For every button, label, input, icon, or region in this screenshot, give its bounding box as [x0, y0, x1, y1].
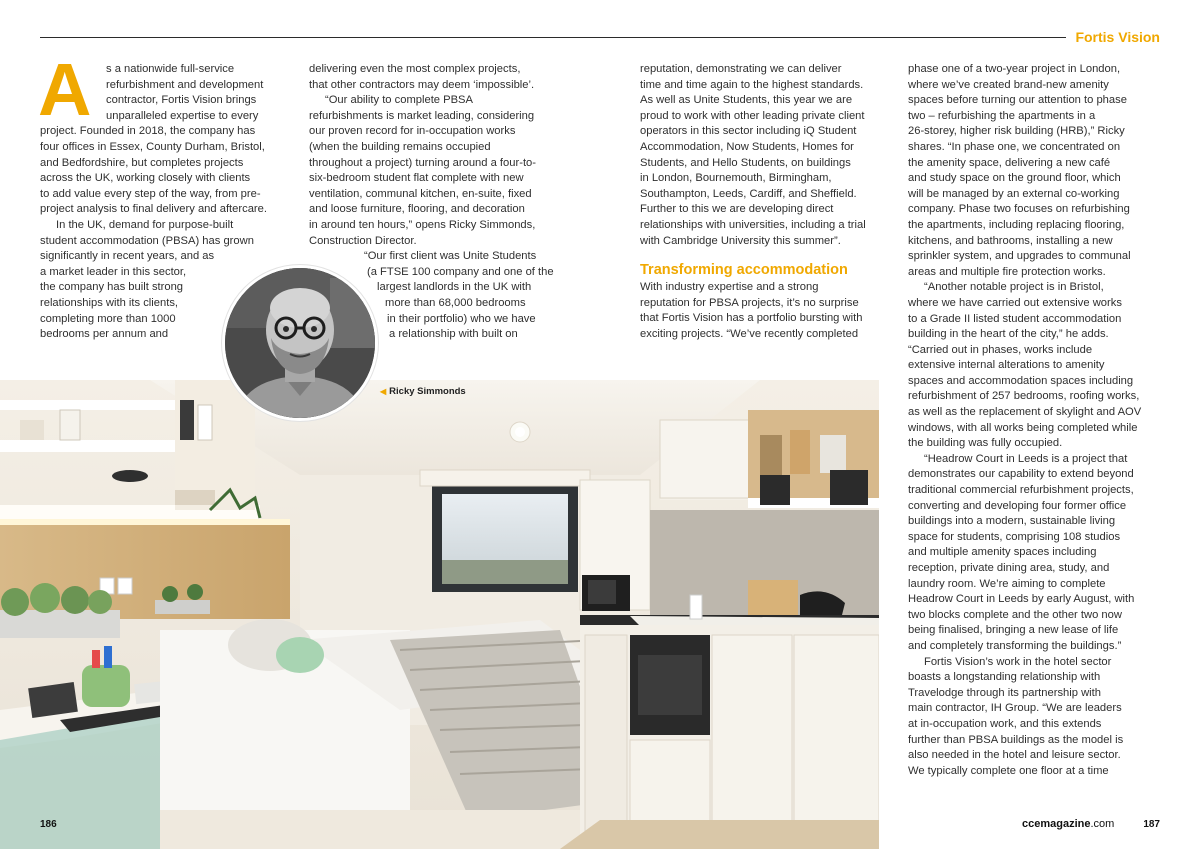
text-line: four offices in Essex, County Durham, Bristol, — [40, 140, 265, 153]
text-line: “Headrow Court in Leeds is a project that — [924, 452, 1128, 465]
text-line: as well as the replacement of skylight and AOV — [908, 406, 1142, 419]
portrait-caption — [380, 386, 466, 397]
text-line: in their portfolio) who we have — [387, 312, 536, 325]
text-line: more than 68,000 bedrooms — [385, 296, 526, 309]
text-line: Headrow Court in Leeds by early August, with — [908, 593, 1135, 606]
student-room-photo — [0, 380, 879, 849]
text-line: As well as Unite Students, this year we are — [640, 94, 853, 107]
col4-para2 — [908, 280, 1164, 452]
text-line: relationships with universities, including a trial — [640, 218, 866, 231]
text-line: with Cambridge University this summer”. — [640, 234, 841, 247]
text-line: project analysis to final delivery and aftercare. — [40, 203, 267, 216]
text-line: In the UK, demand for purpose-built — [56, 218, 234, 231]
text-line: relationships with its clients, — [40, 296, 179, 309]
text-line: reception, private dining area, study, and — [908, 562, 1110, 574]
text-line: “Our first client was Unite Students — [364, 250, 537, 263]
text-line: the building was fully occupied. — [908, 437, 1063, 450]
text-line: exciting projects. “We’ve recently completed — [640, 327, 859, 340]
text-line: contractor, Fortis Vision brings — [106, 94, 257, 107]
text-line: further than PBSA buildings as the model is — [908, 733, 1124, 746]
text-line: refurbishment of 257 bedrooms, roofing works, — [908, 390, 1140, 403]
text-line: phase one of a two-year project in London, — [908, 63, 1121, 75]
text-line: the amenity space, delivering a new café — [908, 156, 1111, 169]
text-line: “Our ability to complete PBSA — [325, 94, 473, 107]
drop-cap: A — [38, 48, 92, 131]
brand-name: Fortis Vision — [1075, 29, 1160, 45]
text-line: our proven record for in-occupation works — [309, 125, 516, 138]
text-line: Fortis Vision’s work in the hotel sector — [924, 655, 1112, 668]
col3-para1 — [640, 62, 892, 249]
text-line: s a nationwide full-service — [106, 63, 235, 75]
text-line: kitchens, and bathrooms, installing a new — [908, 234, 1113, 247]
text-line: building in the heart of the city,” he adds. — [908, 328, 1109, 341]
text-line: that Fortis Vision has a portfolio bursting with — [640, 312, 863, 325]
text-line: refurbishment and development — [106, 78, 264, 91]
text-line: With industry expertise and a strong — [640, 281, 819, 294]
text-line: six-bedroom student flat complete with new — [309, 172, 524, 185]
text-line: spaces before turning our attention to phase — [908, 94, 1127, 107]
text-line: a relationship with built on — [389, 328, 518, 341]
col2-para2 — [309, 93, 579, 249]
text-line: two blocks complete and the other two now — [908, 608, 1122, 621]
text-line: Further to this we are developing direct — [640, 203, 834, 216]
text-line: unparalleled expertise to every — [106, 109, 259, 122]
text-line: in around ten hours,” opens Ricky Simmonds, — [309, 218, 536, 231]
text-line: space for students, comprising 108 studios — [908, 530, 1121, 543]
col2-para1 — [309, 62, 579, 93]
text-line: completing more than 1000 — [40, 312, 176, 325]
text-line: significantly in recent years, and as — [40, 250, 215, 263]
text-line: being finalised, bringing a new lease of life — [908, 624, 1119, 637]
text-line: laundry room. We’re aiming to complete — [908, 577, 1106, 590]
text-line: the apartments, including replacing flooring, — [908, 218, 1125, 231]
text-line: and completely transforming the buildings.” — [908, 639, 1122, 652]
text-line: bedrooms per annum and — [40, 328, 169, 341]
text-line: main contractor, IH Group. “We are leaders — [908, 702, 1122, 715]
text-line: project. Founded in 2018, the company has — [40, 125, 256, 138]
text-line: delivering even the most complex projects, — [309, 63, 521, 75]
text-line: across the UK, working closely with clients — [40, 172, 251, 185]
text-line: proud to work with other leading private client — [640, 109, 865, 122]
text-line: time and time again to the highest standards. — [640, 78, 864, 91]
text-line: a market leader in this sector, — [40, 265, 187, 278]
site-url-suffix: .com — [1090, 818, 1115, 830]
text-line: where we’ve created brand-new amenity — [908, 78, 1109, 91]
text-line: throughout a project) turning around a four-to- — [309, 156, 536, 169]
text-line: will be managed by an external co-working — [908, 187, 1120, 200]
col4-para1 — [908, 62, 1164, 280]
col3-para2 — [640, 280, 892, 342]
text-line: Accommodation, Now Students, Homes for — [640, 140, 854, 153]
text-line: refurbishments is market leading, considering — [309, 109, 535, 122]
page-number-left: 186 — [40, 819, 57, 830]
article-column-4 — [908, 62, 1164, 779]
text-line: converting and developing four former office — [908, 499, 1127, 512]
text-line: traditional commercial refurbishment projects, — [908, 484, 1134, 497]
text-line: shares. “In phase one, we concentrated on — [908, 140, 1121, 153]
text-line: to add value every step of the way, from pre- — [40, 187, 261, 200]
text-line: Travelodge through its partnership with — [908, 686, 1101, 699]
text-line: at in-occupation work, and this extends — [908, 717, 1102, 730]
text-line: 26-storey, higher risk building (HRB),” Ricky — [908, 125, 1125, 138]
page-number-right: 187 — [1143, 819, 1160, 830]
col1-para1 — [38, 48, 290, 218]
article-column-3 — [640, 62, 892, 343]
text-line: and loose furniture, flooring, and decoration — [309, 203, 525, 216]
text-line: two – refurbishing the apartments in a — [908, 109, 1096, 122]
text-line: largest landlords in the UK with — [377, 281, 532, 294]
text-line: to a Grade II listed student accommodation — [908, 312, 1122, 325]
text-line: where we have carried out extensive works — [908, 296, 1122, 309]
text-line: boasts a longstanding relationship with — [908, 671, 1101, 684]
text-line: and multiple amenity spaces including — [908, 546, 1097, 559]
text-line: We typically complete one floor at a time — [908, 764, 1109, 777]
text-line: ventilation, communal kitchen, en-suite, fixed — [309, 187, 532, 200]
col4-para4 — [908, 655, 1164, 780]
text-line: “Another notable project is in Bristol, — [924, 281, 1104, 294]
text-line: the company has built strong — [40, 281, 184, 294]
text-line: student accommodation (PBSA) has grown — [40, 234, 254, 247]
text-line: that other contractors may deem ‘impossible’. — [309, 78, 535, 91]
portrait-illustration — [225, 268, 375, 418]
text-line: demonstrates our capability to extend beyond — [908, 468, 1134, 481]
text-line: and Bedfordshire, but completes projects — [40, 156, 244, 169]
text-line: areas and multiple fire protection works. — [908, 265, 1106, 278]
text-line: windows, with all works being completed while — [908, 421, 1138, 434]
col4-para3 — [908, 452, 1164, 655]
text-line: (a FTSE 100 company and one of the — [367, 265, 554, 278]
room-illustration — [0, 380, 879, 849]
section-subheading: Transforming accommodation — [640, 262, 848, 279]
text-line: in London, Bournemouth, Birmingham, — [640, 172, 832, 185]
text-line: Students, and Hello Students, on buildings — [640, 156, 851, 169]
text-line: Construction Director. — [309, 234, 417, 247]
text-line: buildings into a modern, sustainable living — [908, 515, 1116, 528]
text-line: “Carried out in phases, works include — [908, 343, 1093, 356]
text-line: reputation, demonstrating we can deliver — [640, 63, 842, 75]
text-line: company. Phase two focuses on refurbishing — [908, 203, 1130, 216]
ricky-simmonds-portrait — [222, 265, 378, 421]
site-url-bold: ccemagazine — [1022, 818, 1091, 830]
header-rule — [40, 37, 1066, 38]
caption-text: Ricky Simmonds — [389, 386, 466, 397]
caption-triangle-icon: ◀ — [380, 387, 387, 396]
text-line: spaces and accommodation spaces including — [908, 374, 1134, 387]
text-line: reputation for PBSA projects, it’s no surprise — [640, 296, 859, 309]
text-line: operators in this sector including iQ Student — [640, 125, 857, 138]
text-line: extensive internal alterations to amenity — [908, 359, 1105, 372]
text-line: also needed in the hotel and leisure sector. — [908, 749, 1121, 762]
text-line: sprinkler system, and upgrades to communal — [908, 250, 1131, 263]
text-line: (when the building remains occupied — [309, 140, 491, 153]
text-line: and study space on the ground floor, which — [908, 172, 1121, 185]
site-url — [1022, 818, 1114, 830]
text-line: Southampton, Leeds, Cardiff, and Sheffield. — [640, 187, 857, 200]
